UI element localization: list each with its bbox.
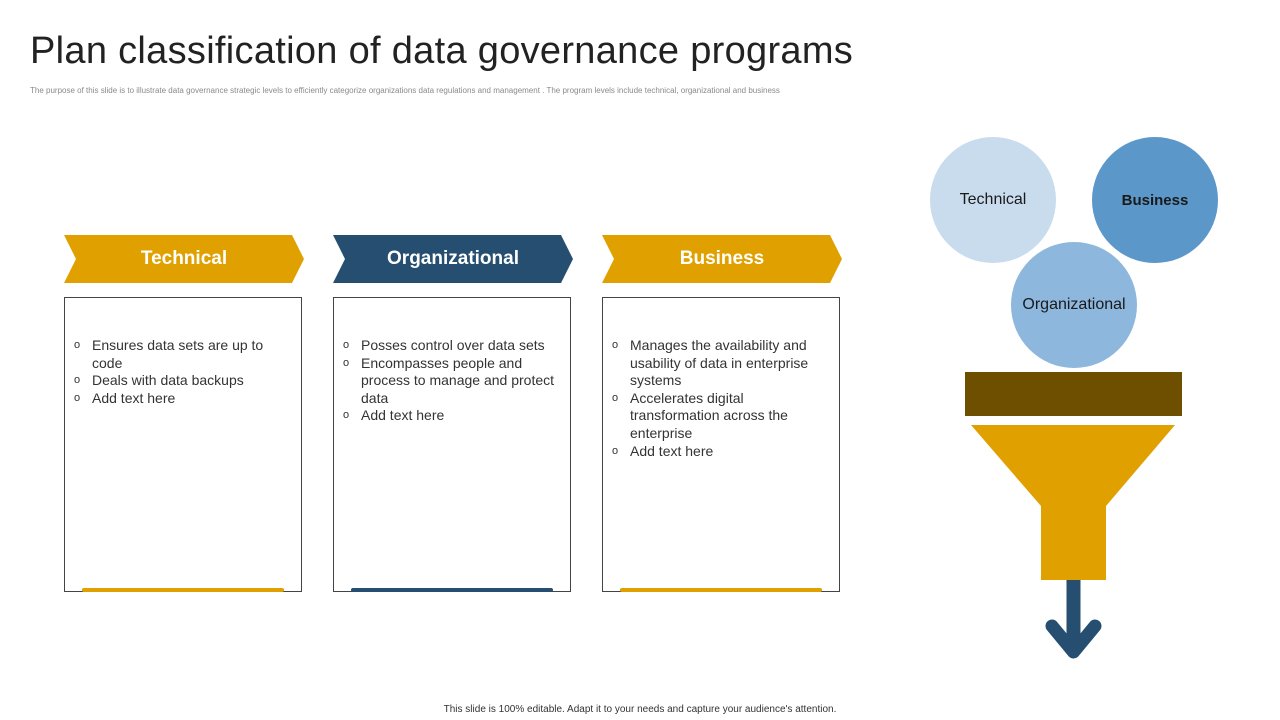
list-item [74,372,289,390]
list-item [74,390,289,408]
bullet-icon: o [612,339,619,351]
card-technical [64,297,302,592]
slide-footer: This slide is 100% editable. Adapt it to your needs and capture your audience's attention. [443,704,837,715]
funnel-body [971,425,1175,580]
funnel-graphic [940,360,1200,670]
bullet-icon: o [612,391,619,404]
card-technical-list [74,337,289,407]
bullet-icon: o [74,391,81,404]
list-item [612,443,827,461]
list-item-text: Encompasses people and process to manage and protect data [361,354,555,406]
banner-technical-label: Technical [140,248,228,269]
banner-business [602,235,842,283]
arrow-down-icon [1052,580,1095,654]
slide-subtitle: The purpose of this slide is to illustrate data governance strategic levels to efficiently categorize organizations data regulations and management . The program levels include technical, organizational and business [30,86,780,95]
list-item-text: Accelerates digital transformation across the enterprise [630,389,788,441]
card-business [602,297,840,592]
list-item [612,390,827,443]
circle-technical-label: Technical [959,191,1027,208]
card-organizational-list [343,337,558,425]
bullet-icon: o [74,339,81,351]
list-item-text: Ensures data sets are up to code [92,337,264,371]
circle-organizational-label: Organizational [1022,296,1126,313]
list-item-text: Add text here [361,407,445,424]
card-business-list [612,337,827,460]
bullet-icon: o [74,374,81,387]
list-item [612,337,827,390]
banner-organizational [333,235,573,283]
list-item [343,407,558,425]
bullet-icon: o [343,339,350,351]
bullet-icon: o [612,444,619,457]
banner-technical [64,235,304,283]
circle-business [1092,137,1218,263]
bullet-icon: o [343,409,350,422]
circle-technical [930,137,1056,263]
list-item-text: Add text here [630,442,714,459]
banner-business-label: Business [679,248,765,269]
list-item [343,337,558,355]
card-organizational-accent [351,588,553,592]
list-item-text: Posses control over data sets [361,337,545,353]
circle-organizational [1011,242,1137,368]
list-item-text: Manages the availability and usability of data in enterprise systems [630,337,809,389]
card-business-accent [620,588,822,592]
list-item [343,355,558,408]
card-organizational [333,297,571,592]
list-item-text: Deals with data backups [92,372,244,389]
slide-title: Plan classification of data governance programs [30,30,854,72]
banner-organizational-label: Organizational [387,248,519,269]
list-item-text: Add text here [92,389,176,406]
circle-business-label: Business [1121,191,1189,209]
card-technical-accent [82,588,284,592]
bullet-icon: o [343,356,350,369]
funnel-rim [965,372,1182,416]
list-item [74,337,289,372]
